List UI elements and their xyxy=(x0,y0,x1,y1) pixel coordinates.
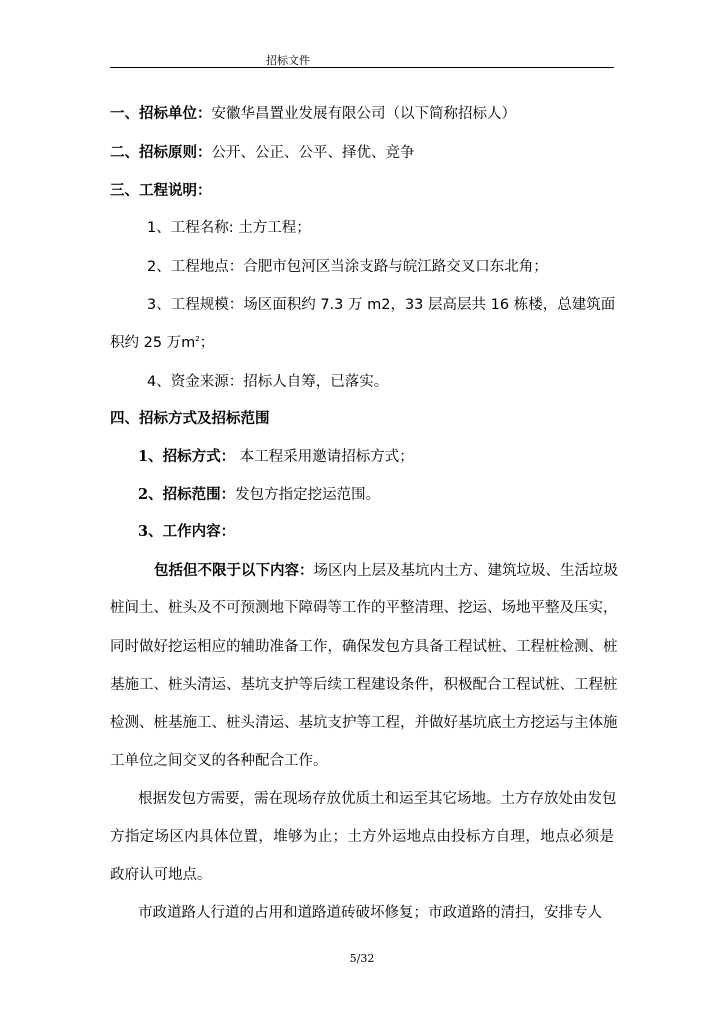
area-superscript: 2 xyxy=(195,335,200,344)
section-3-item-2: 2、工程地点：合肥市包河区当涂支路与皖江路交叉口东北角； xyxy=(147,259,548,275)
item-text: 发包方指定挖运范围。 xyxy=(235,487,381,503)
section-1-label: 一、招标单位： xyxy=(110,106,212,122)
item-number: 2、 xyxy=(138,486,163,503)
item-label: 工作内容： xyxy=(162,524,236,540)
section-4-item-1 xyxy=(138,447,414,467)
item-label: 招标范围： xyxy=(162,487,236,503)
page-number: 5/32 xyxy=(349,952,375,965)
section-4-item-2 xyxy=(138,485,380,505)
section-3-item-4: 4、资金来源：招标人自筹，已落实。 xyxy=(147,374,389,390)
body-paragraph-2-line-2: 方指定场区内具体位置，堆够为止；土方外运地点由投标方自理，地点必须是 xyxy=(110,829,614,845)
section-4-item-3 xyxy=(138,522,235,542)
item-number: 1、 xyxy=(138,448,163,465)
body-paragraph-1-line-4: 基施工、桩头清运、基坑支护等后续工程建设条件，积极配合工程试桩、工程桩 xyxy=(110,677,618,693)
section-3-item-3-line-1: 3、工程规模：场区面积约 7.3 万 m2，33 层高层共 16 栋楼，总建筑面 xyxy=(147,297,616,313)
body-paragraph-1-line-3: 同时做好挖运相应的辅助准备工作，确保发包方具备工程试桩、工程桩检测、桩 xyxy=(110,639,618,655)
body-paragraph-1-line-6: 工单位之间交叉的各种配合工作。 xyxy=(110,753,328,769)
section-3-item-1: 1、工程名称: 土方工程； xyxy=(147,220,311,236)
body-paragraph-1-line-2: 桩间土、桩头及不可预测地下障碍等工作的平整清理、挖运、场地平整及压实， xyxy=(110,600,618,616)
paragraph-label: 包括但不限于以下内容： xyxy=(154,563,314,579)
section-2 xyxy=(110,143,415,163)
section-4-heading: 四、招标方式及招标范围 xyxy=(110,411,270,427)
body-paragraph-2-line-3: 政府认可地点。 xyxy=(110,867,212,883)
body-paragraph-1-line-5: 检测、桩基施工、桩头清运、基坑支护等工程，并做好基坑底土方挖运与主体施 xyxy=(110,715,618,731)
area-text: 积约 25 万m xyxy=(110,335,196,351)
section-2-label: 二、招标原则： xyxy=(110,145,212,161)
section-3-item-3-line-2 xyxy=(110,333,214,353)
area-end: ； xyxy=(199,335,215,351)
item-text: 本工程采用邀请招标方式； xyxy=(235,449,414,465)
header-title: 招标文件 xyxy=(266,54,310,67)
section-1 xyxy=(110,104,516,124)
paragraph-text: 场区内上层及基坑内土方、建筑垃圾、生活垃圾 xyxy=(313,563,618,579)
header-divider xyxy=(110,67,614,68)
body-paragraph-3-line-1: 市政道路人行道的占用和道路道砖破坏修复；市政道路的清扫，安排专人 xyxy=(138,905,602,921)
item-label: 招标方式： xyxy=(162,449,236,465)
body-paragraph-1-line-1 xyxy=(154,561,618,581)
section-2-text: 公开、公正、公平、择优、竞争 xyxy=(211,145,415,161)
item-number: 3、 xyxy=(138,523,163,540)
section-3-heading: 三、工程说明： xyxy=(110,183,212,199)
section-1-text: 安徽华昌置业发展有限公司（以下简称招标人） xyxy=(211,106,516,122)
body-paragraph-2-line-1: 根据发包方需要，需在现场存放优质土和运至其它场地。土方存放处由发包 xyxy=(138,791,617,807)
